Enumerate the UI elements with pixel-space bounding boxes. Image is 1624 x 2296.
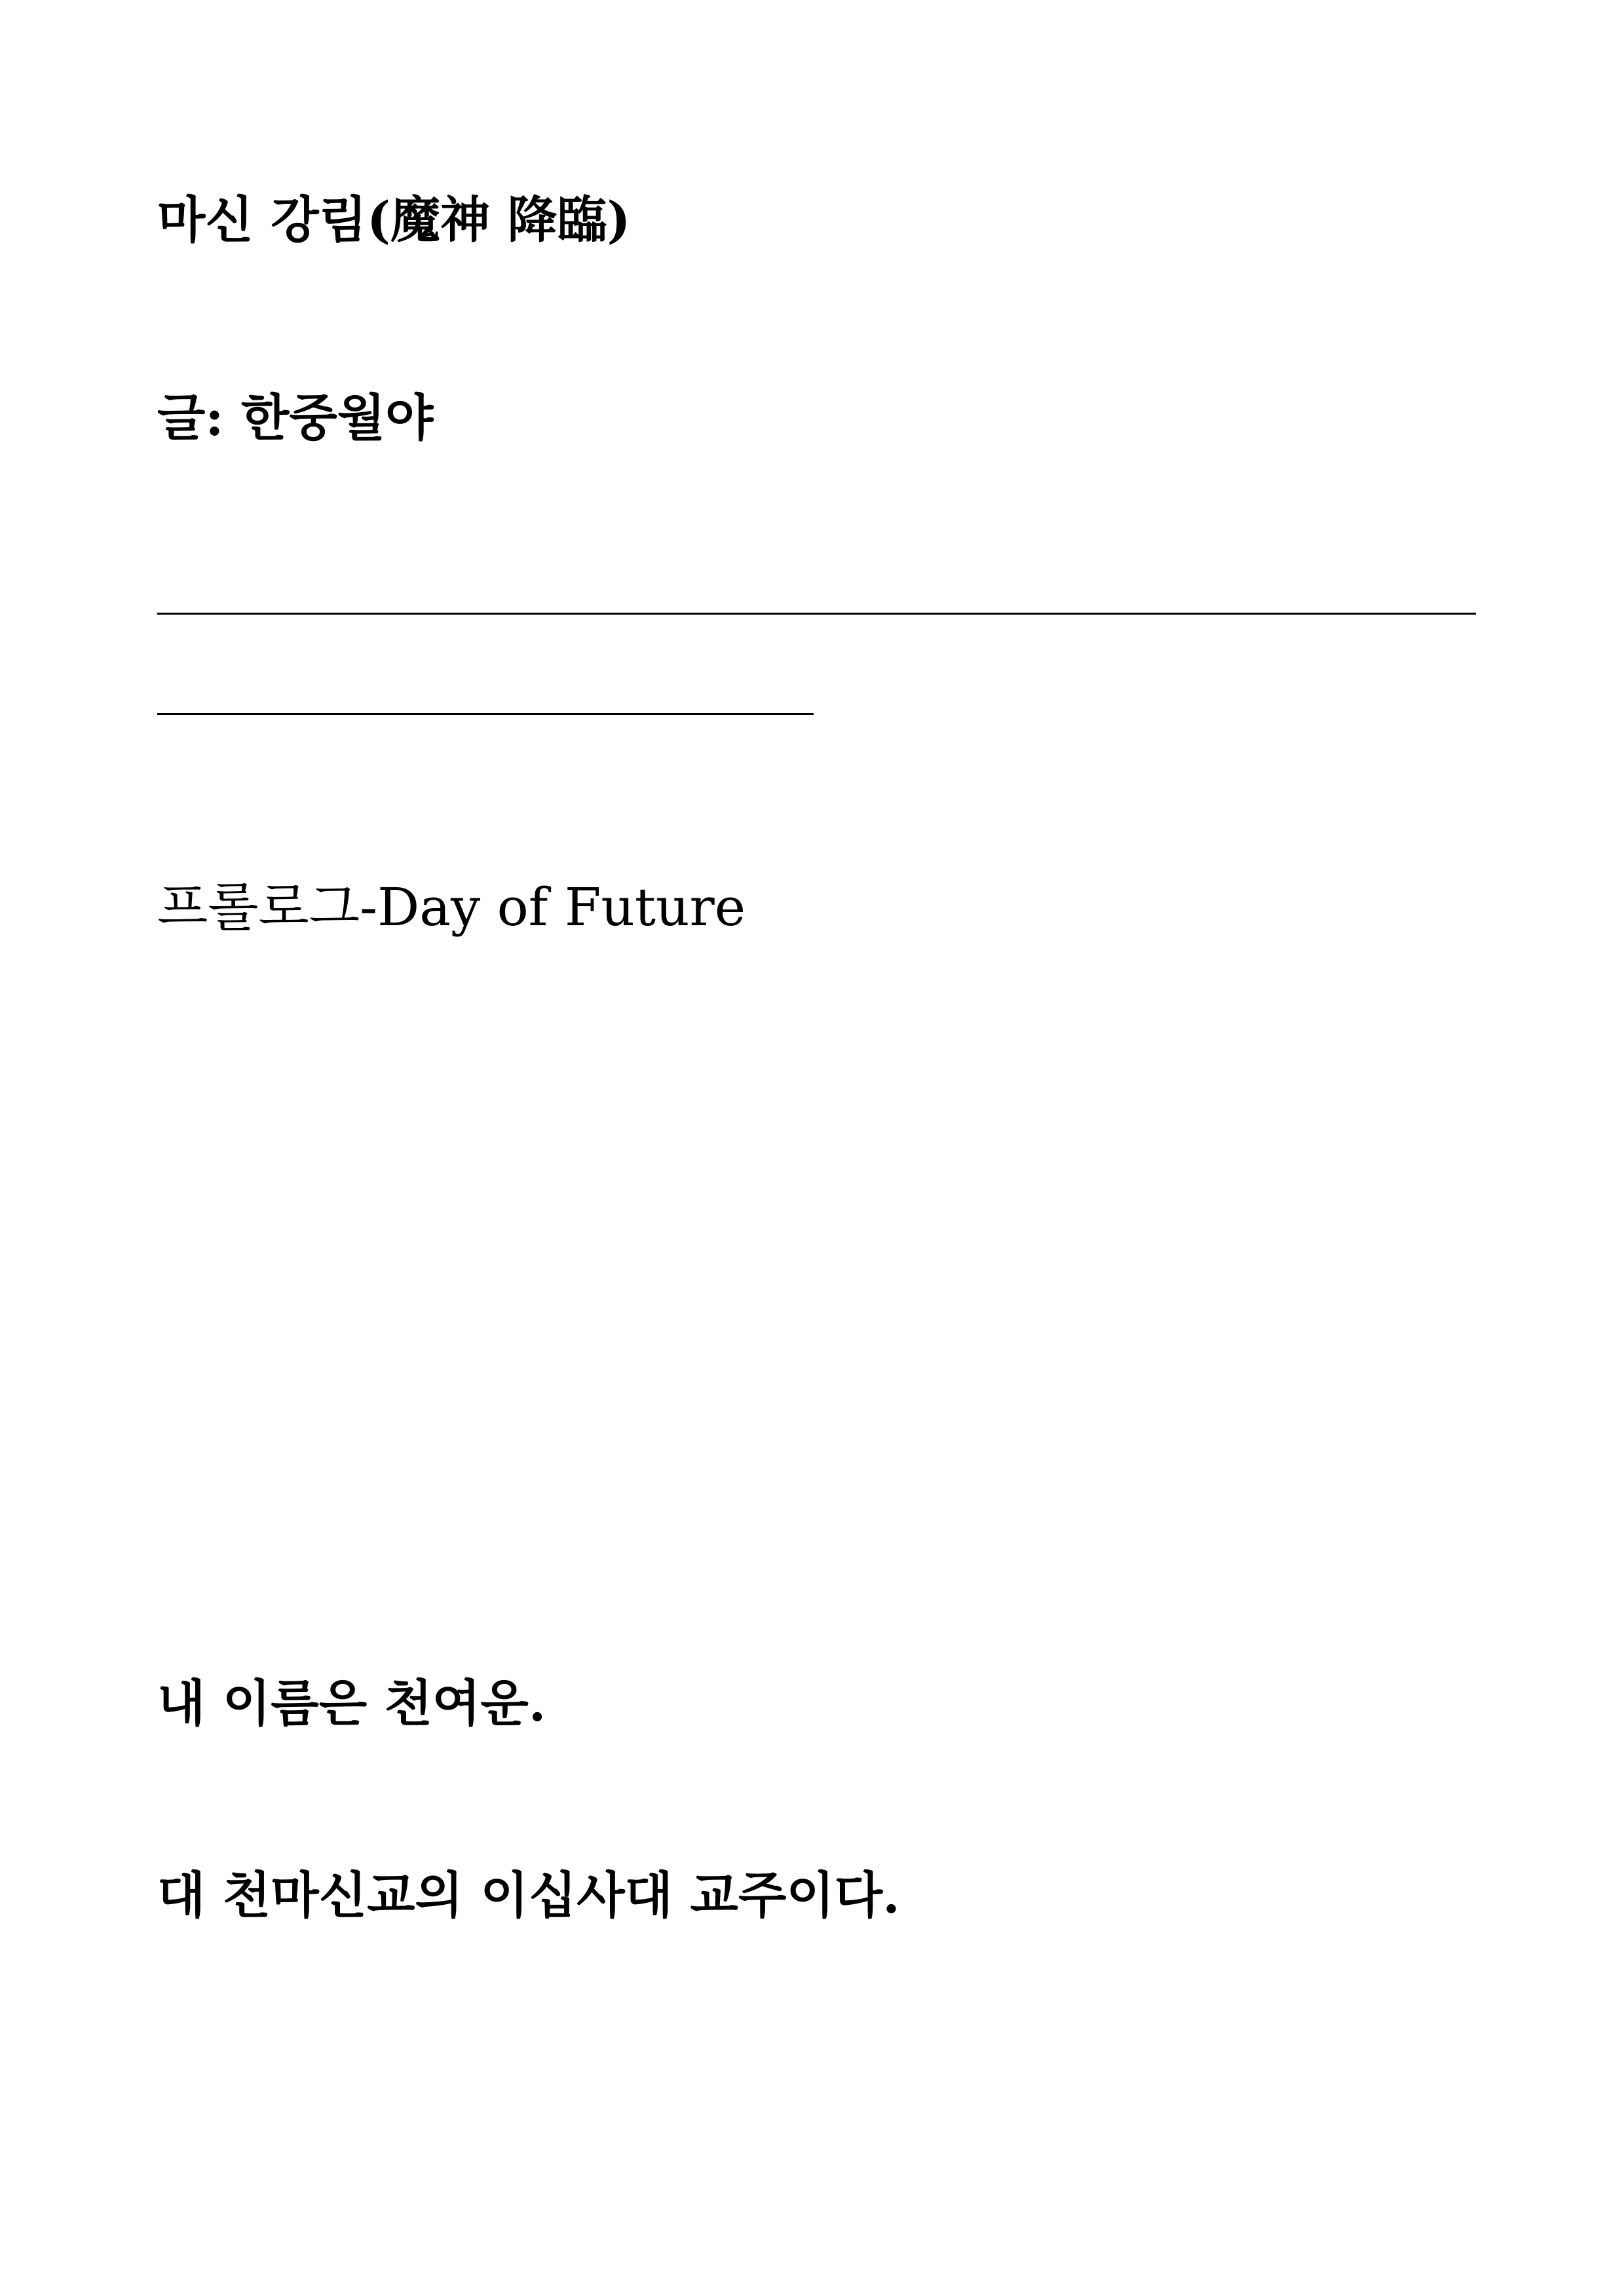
- divider-line-short: [157, 713, 814, 715]
- paragraph-2: 대 천마신교의 이십사대 교주이다.: [157, 1866, 900, 1924]
- author-line: 글: 한중월야: [157, 389, 434, 447]
- divider-line-long: [157, 613, 1476, 615]
- section-heading: 프롤로그-Day of Future: [157, 877, 746, 938]
- document-title: 마신 강림(魔神 降臨): [157, 191, 631, 249]
- paragraph-1: 내 이름은 천여운.: [157, 1674, 546, 1732]
